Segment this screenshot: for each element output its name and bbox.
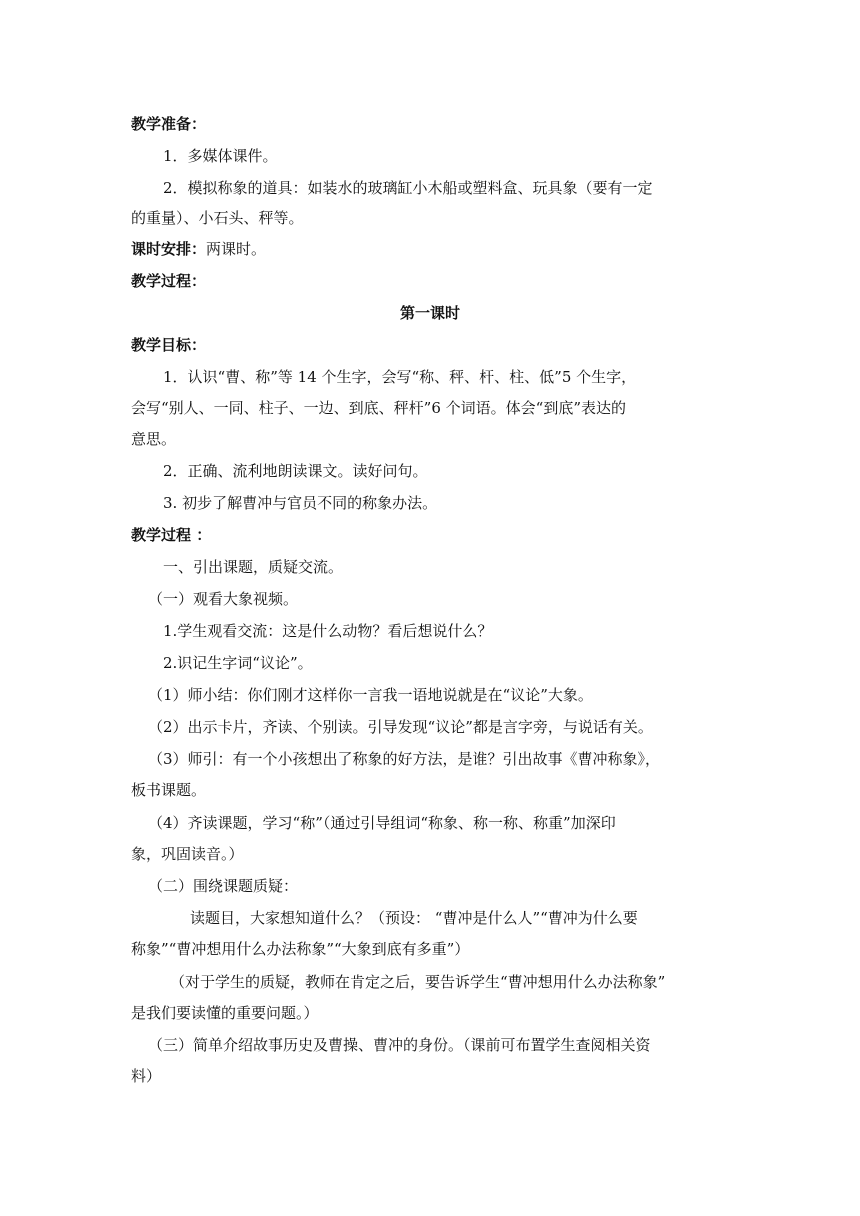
goal-1-line-2: 会写“别人、一同、柱子、一边、到底、秤杆”6 个词语。体会“到底”表达的 — [131, 399, 626, 417]
prep-heading: 教学准备： — [131, 115, 207, 133]
sub-2-line-4: 是我们要读懂的重要问题。） — [131, 1004, 319, 1022]
sub-section-1: （一）观看大象视频。 — [148, 590, 299, 608]
point-3-line-1: （3）师引：有一个小孩想出了称象的好方法，是谁？引出故事《曹冲称象》， — [148, 750, 661, 768]
schedule-value: 两课时。 — [206, 240, 267, 258]
sub-2-line-2: 称象”“曹冲想用什么办法称象”“大象到底有多重”） — [131, 940, 470, 958]
schedule-label: 课时安排： — [131, 240, 207, 258]
sub-section-2: （二）围绕课题质疑： — [148, 877, 299, 895]
prep-item-1: 1．多媒体课件。 — [163, 147, 278, 165]
goal-1-line-3: 意思。 — [131, 430, 177, 448]
point-4-line-1: （4）齐读课题，学习“称”（通过引导组词“称象、称一称、称重”加深印 — [148, 814, 616, 832]
point-4-line-2: 象，巩固读音。） — [131, 845, 244, 863]
point-1: （1）师小结：你们刚才这样你一言我一语地说就是在“议论”大象。 — [148, 686, 593, 704]
point-2: （2）出示卡片，齐读、个别读。引导发现“议论”都是言字旁，与说话有关。 — [148, 718, 653, 736]
schedule-line — [131, 239, 266, 259]
goal-3: 3. 初步了解曹冲与官员不同的称象办法。 — [163, 494, 438, 512]
goal-1-line-1: 1．认识“曹、称”等 14 个生字，会写“称、秤、杆、柱、低”5 个生字， — [163, 368, 637, 386]
prep-item-2-line-1: 2．模拟称象的道具：如装水的玻璃缸小木船或塑料盒、玩具象（要有一定 — [163, 179, 653, 197]
process-heading-2: 教学过程 ： — [131, 526, 212, 544]
prep-item-2-line-2: 的重量）、小石头、秤等。 — [131, 209, 304, 227]
lesson-title: 第一课时 — [399, 304, 460, 322]
sub-1-item-2: 2.识记生字词“议论”。 — [163, 654, 313, 672]
process-heading: 教学过程： — [131, 272, 207, 290]
sub-2-line-3: （对于学生的质疑，教师在肯定之后，要告诉学生“曹冲想用什么办法称象” — [170, 973, 666, 991]
goal-2: 2．正确、流利地朗读课文。读好问句。 — [163, 462, 428, 480]
goals-heading: 教学目标： — [131, 336, 207, 354]
sub-section-3-line-2: 料） — [131, 1067, 162, 1085]
step-1: 一、引出课题，质疑交流。 — [163, 558, 344, 576]
point-3-line-2: 板书课题。 — [131, 781, 207, 799]
sub-section-3-line-1: （三）简单介绍故事历史及曹操、曹冲的身份。（课前可布置学生查阅相关资 — [148, 1036, 651, 1054]
sub-1-item-1: 1.学生观看交流：这是什么动物？看后想说什么？ — [163, 622, 493, 640]
sub-2-line-1: 读题目，大家想知道什么？（预设： “曹冲是什么人”“曹冲为什么要 — [190, 909, 638, 927]
